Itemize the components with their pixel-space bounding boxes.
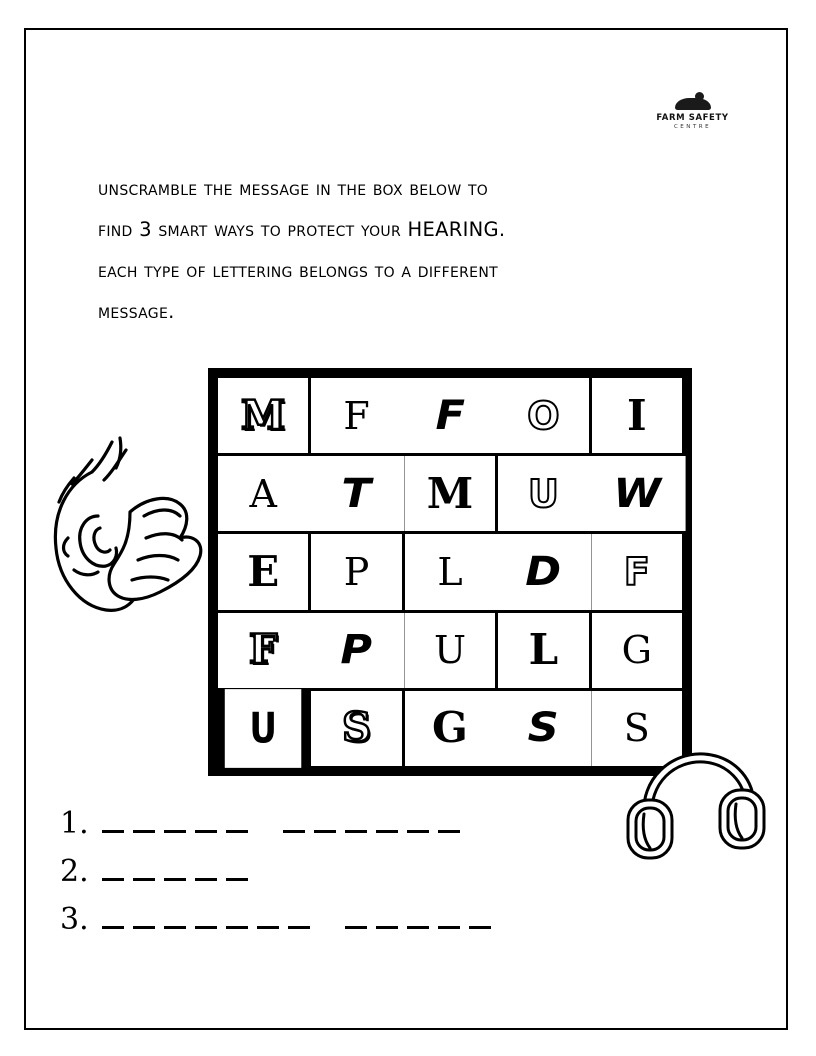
grid-cell[interactable]: F — [311, 378, 401, 453]
grid-cell[interactable]: F — [401, 378, 499, 453]
logo-name: FARM SAFETY — [656, 113, 729, 123]
grid-cell[interactable]: L — [498, 613, 588, 688]
grid-cell[interactable]: G — [592, 613, 682, 688]
grid-cell[interactable]: A — [218, 456, 308, 531]
logo-subtitle: CENTRE — [673, 124, 712, 130]
instructions-block — [98, 168, 698, 332]
answer-word[interactable] — [345, 906, 500, 929]
grid-cell[interactable]: L — [405, 534, 495, 609]
grid-cell[interactable]: M — [405, 456, 495, 531]
answer-word[interactable] — [102, 858, 257, 881]
answer-row — [60, 902, 660, 950]
letter-grid-cells — [218, 378, 682, 766]
answer-blank[interactable] — [407, 906, 429, 929]
answer-blank[interactable] — [376, 810, 398, 833]
grid-cell[interactable]: P — [308, 613, 406, 688]
answer-blank[interactable] — [407, 810, 429, 833]
grid-cell[interactable]: I — [592, 378, 682, 453]
answer-blank[interactable] — [288, 906, 310, 929]
farm-safety-logo — [640, 92, 745, 134]
grid-cell[interactable]: F — [592, 534, 682, 609]
answer-blank[interactable] — [164, 810, 186, 833]
answer-blank[interactable] — [195, 810, 217, 833]
farm-safety-logo-icon — [673, 92, 713, 112]
answer-blank[interactable] — [164, 858, 186, 881]
answer-blank[interactable] — [133, 810, 155, 833]
grid-cell[interactable]: E — [218, 534, 308, 609]
answer-word[interactable] — [102, 906, 319, 929]
ear-listening-illustration — [34, 420, 204, 630]
grid-cell[interactable]: T — [308, 456, 406, 531]
answer-row — [60, 806, 660, 854]
grid-cell[interactable]: U — [405, 613, 495, 688]
answer-blank[interactable] — [438, 906, 460, 929]
answer-blank[interactable] — [164, 906, 186, 929]
grid-cell[interactable]: F — [218, 613, 308, 688]
grid-cell[interactable]: U — [225, 689, 302, 768]
answer-blanks[interactable] — [102, 810, 495, 833]
answer-blank[interactable] — [102, 810, 124, 833]
grid-cell[interactable]: S — [592, 691, 682, 766]
answer-blank[interactable] — [314, 810, 336, 833]
grid-cell[interactable]: U — [498, 456, 588, 531]
grid-cell[interactable]: S — [311, 691, 401, 766]
answer-lines — [60, 806, 660, 950]
instructions-line-4: message. — [98, 300, 175, 323]
answer-blank[interactable] — [226, 810, 248, 833]
answer-blank[interactable] — [133, 858, 155, 881]
answer-blanks[interactable] — [102, 858, 283, 881]
answer-blank[interactable] — [345, 810, 367, 833]
instructions-line-2: find 3 smart ways to protect your — [98, 218, 408, 241]
grid-cell[interactable]: W — [588, 456, 686, 531]
answer-blanks[interactable] — [102, 906, 526, 929]
answer-blank[interactable] — [469, 906, 491, 929]
answer-number: 2. — [60, 854, 89, 889]
answer-row — [60, 854, 660, 902]
grid-cell[interactable]: D — [495, 534, 593, 609]
ear-listening-icon — [34, 420, 204, 630]
answer-blank[interactable] — [257, 906, 279, 929]
answer-blank[interactable] — [376, 906, 398, 929]
answer-blank[interactable] — [195, 858, 217, 881]
grid-cell[interactable]: G — [405, 691, 495, 766]
grid-cell[interactable]: M — [218, 378, 308, 453]
letter-grid — [208, 368, 692, 776]
answer-number: 1. — [60, 806, 89, 841]
answer-word[interactable] — [283, 810, 469, 833]
answer-word[interactable] — [102, 810, 257, 833]
answer-blank[interactable] — [102, 906, 124, 929]
grid-cell[interactable]: P — [311, 534, 401, 609]
answer-blank[interactable] — [283, 810, 305, 833]
answer-blank[interactable] — [438, 810, 460, 833]
answer-blank[interactable] — [345, 906, 367, 929]
grid-cell[interactable]: O — [498, 378, 588, 453]
answer-blank[interactable] — [226, 858, 248, 881]
instructions-emphasis: HEARING. — [407, 218, 506, 241]
answer-number: 3. — [60, 902, 89, 937]
answer-blank[interactable] — [226, 906, 248, 929]
instructions-line-1: unscramble the message in the box below to — [98, 177, 489, 200]
instructions-line-3: each type of lettering belongs to a different — [98, 259, 498, 282]
answer-blank[interactable] — [133, 906, 155, 929]
answer-blank[interactable] — [195, 906, 217, 929]
grid-cell[interactable]: S — [495, 691, 593, 766]
answer-blank[interactable] — [102, 858, 124, 881]
